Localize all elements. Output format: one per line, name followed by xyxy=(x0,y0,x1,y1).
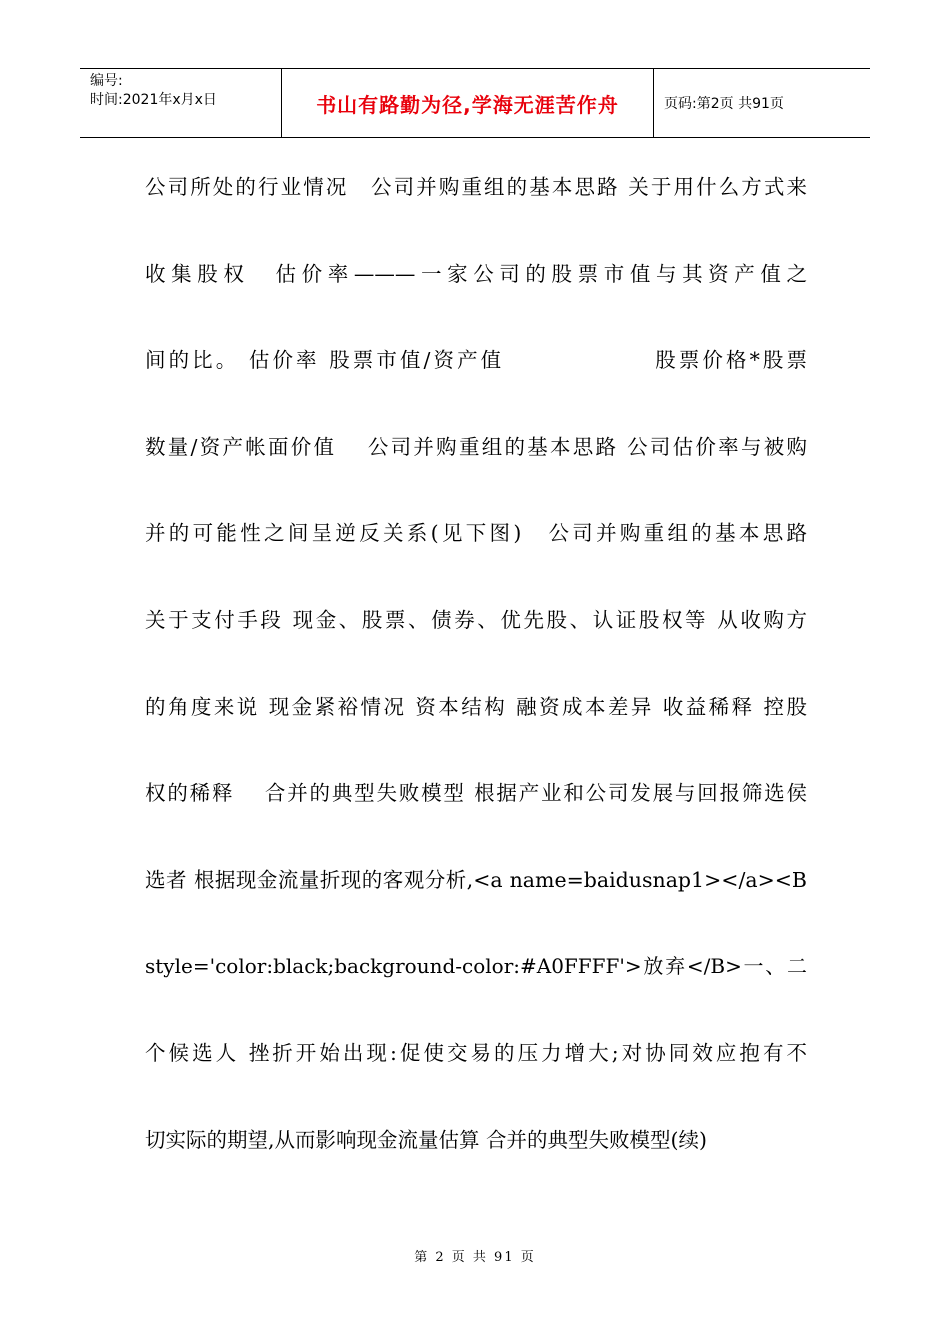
body-line: 公司所处的行业情况 公司并购重组的基本思路 关于用什么方式来 xyxy=(145,175,807,199)
header-motto: 书山有路勤为径,学海无涯苦作舟 xyxy=(282,69,654,137)
header-meta xyxy=(80,69,282,137)
body-line: 收集股权 估价率———一家公司的股票市值与其资产值之 xyxy=(145,261,807,286)
body-line: 间的比。 估价率 股票市值/资产值 股票价格*股票 xyxy=(145,348,807,373)
document-number-label: 编号: xyxy=(90,73,123,89)
body-line: 并的可能性之间呈逆反关系(见下图) 公司并购重组的基本思路 xyxy=(145,521,807,546)
page-header xyxy=(80,68,870,138)
document-date-label: 时间:2021年x月x日 xyxy=(90,92,217,108)
page-footer: 第 2 页 共 91 页 xyxy=(414,1250,536,1265)
body-line: 选者 根据现金流量折现的客观分析,<a name=baidusnap1></a><B xyxy=(145,867,807,892)
body-line: 关于支付手段 现金、股票、债券、优先股、认证股权等 从收购方 xyxy=(145,607,807,632)
body-line: style='color:black;background-color:#A0FFFF'>放弃</B>一、二 xyxy=(145,954,807,979)
header-page-number: 页码:第2页 共91页 xyxy=(664,96,784,112)
document-body xyxy=(145,154,807,1193)
body-line: 数量/资产帐面价值 公司并购重组的基本思路 公司估价率与被购 xyxy=(145,434,807,459)
body-line: 切实际的期望,从而影响现金流量估算 合并的典型失败模型(续) xyxy=(145,1127,708,1152)
body-line: 的角度来说 现金紧裕情况 资本结构 融资成本差异 收益稀释 控股 xyxy=(145,694,807,719)
body-line: 权的稀释 合并的典型失败模型 根据产业和公司发展与回报筛选侯 xyxy=(145,781,807,806)
body-line: 个候选人 挫折开始出现:促使交易的压力增大;对协同效应抱有不 xyxy=(145,1040,807,1065)
